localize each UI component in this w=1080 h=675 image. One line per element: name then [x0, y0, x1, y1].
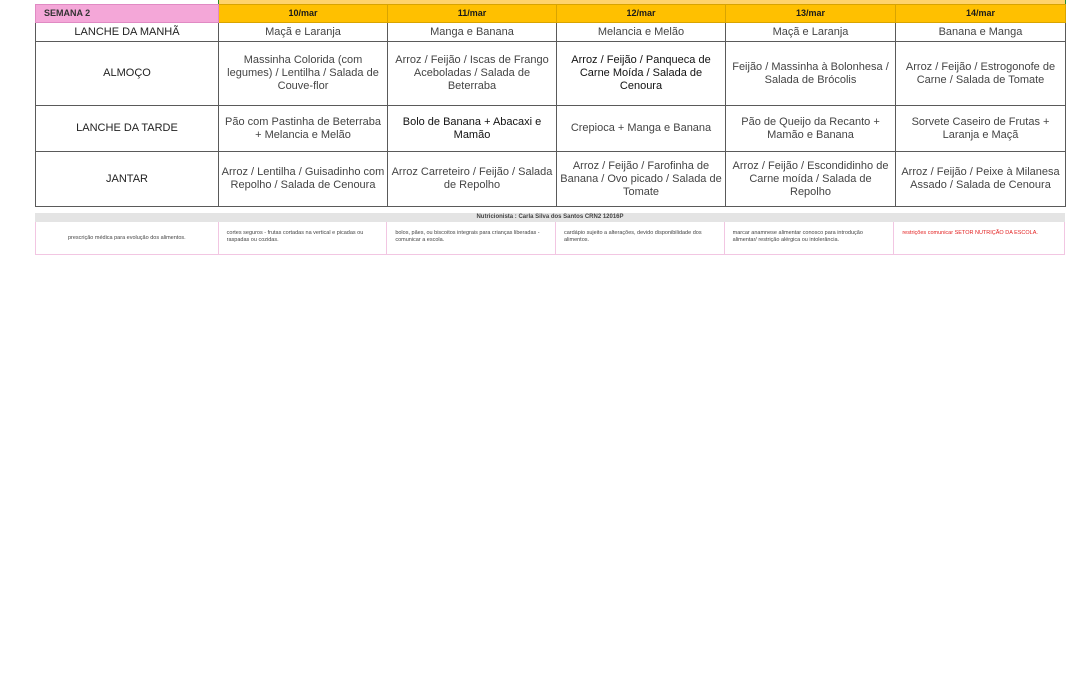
menu-cell: Melancia e Melão	[557, 23, 726, 42]
note-cell: cardápio sujeito a alterações, devido disponibilidade dos alimentos.	[556, 222, 725, 254]
meal-row-lunch	[36, 42, 1066, 106]
day-date: 11/mar	[388, 5, 557, 23]
day-date: 13/mar	[726, 5, 896, 23]
meal-row-morning-snack	[36, 23, 1066, 42]
note-cell: cortes seguros - frutas cortadas na vertical e picadas ou raspadas ou cozidas.	[219, 222, 388, 254]
menu-cell: Arroz / Lentilha / Guisadinho com Repolho / Salada de Cenoura	[219, 152, 388, 207]
menu-cell: Maçã e Laranja	[219, 23, 388, 42]
menu-cell: Crepioca + Manga e Banana	[557, 106, 726, 152]
menu-cell: Pão com Pastinha de Beterraba + Melancia e Melão	[219, 106, 388, 152]
menu-cell: Massinha Colorida (com legumes) / Lentilha / Salada de Couve-flor	[219, 42, 388, 106]
note-cell-alert: restrições comunicar SETOR NUTRIÇÃO DA ESCOLA.	[902, 230, 1038, 236]
menu-cell: Manga e Banana	[388, 23, 557, 42]
menu-cell: Banana e Manga	[896, 23, 1066, 42]
meal-name: LANCHE DA MANHÃ	[36, 23, 219, 42]
meal-name: JANTAR	[36, 152, 219, 207]
menu-cell: Feijão / Massinha à Bolonhesa / Salada de Brócolis	[726, 42, 896, 106]
menu-cell: Arroz / Feijão / Iscas de Frango Aceboladas / Salada de Beterraba	[388, 42, 557, 106]
week-label: SEMANA 2	[36, 5, 219, 23]
menu-cell: Maçã e Laranja	[726, 23, 896, 42]
notes-row	[35, 222, 1065, 255]
menu-cell: Arroz / Feijão / Farofinha de Banana / Ovo picado / Salada de Tomate	[557, 152, 726, 207]
meal-row-dinner	[36, 152, 1066, 207]
menu-cell: Arroz / Feijão / Estrogonofe de Carne / Salada de Tomate	[896, 42, 1066, 106]
day-date: 14/mar	[896, 5, 1066, 23]
menu-cell: Sorvete Caseiro de Frutas + Laranja e Maçã	[896, 106, 1066, 152]
menu-cell: Arroz / Feijão / Panqueca de Carne Moída / Salada de Cenoura	[557, 42, 726, 106]
day-date: 10/mar	[219, 5, 388, 23]
day-date: 12/mar	[557, 5, 726, 23]
menu-cell: Arroz / Feijão / Escondidinho de Carne moída / Salada de Repolho	[726, 152, 896, 207]
weekly-menu-table	[35, 4, 1066, 207]
note-cell: marcar anamnese alimentar conosco para introdução alimentar/ restrição alérgica ou intolerância.	[725, 222, 895, 254]
menu-cell: Arroz Carreteiro / Feijão / Salada de Repolho	[388, 152, 557, 207]
meal-name: ALMOÇO	[36, 42, 219, 106]
meal-name: LANCHE DA TARDE	[36, 106, 219, 152]
menu-cell: Arroz / Feijão / Peixe à Milanesa Assado / Salada de Cenoura	[896, 152, 1066, 207]
note-cell: prescrição médica para evolução dos alimentos.	[36, 222, 219, 254]
menu-cell: Pão de Queijo da Recanto + Mamão e Banana	[726, 106, 896, 152]
meal-row-afternoon-snack	[36, 106, 1066, 152]
header-row	[36, 5, 1066, 23]
nutritionist-credit: Nutricionista : Carla Silva dos Santos CRN2 12016P	[35, 213, 1065, 222]
note-cell: bolos, pães, ou biscoitos integrais para crianças liberadas - comunicar a escola.	[387, 222, 556, 254]
menu-cell: Bolo de Banana + Abacaxi e Mamão	[388, 106, 557, 152]
